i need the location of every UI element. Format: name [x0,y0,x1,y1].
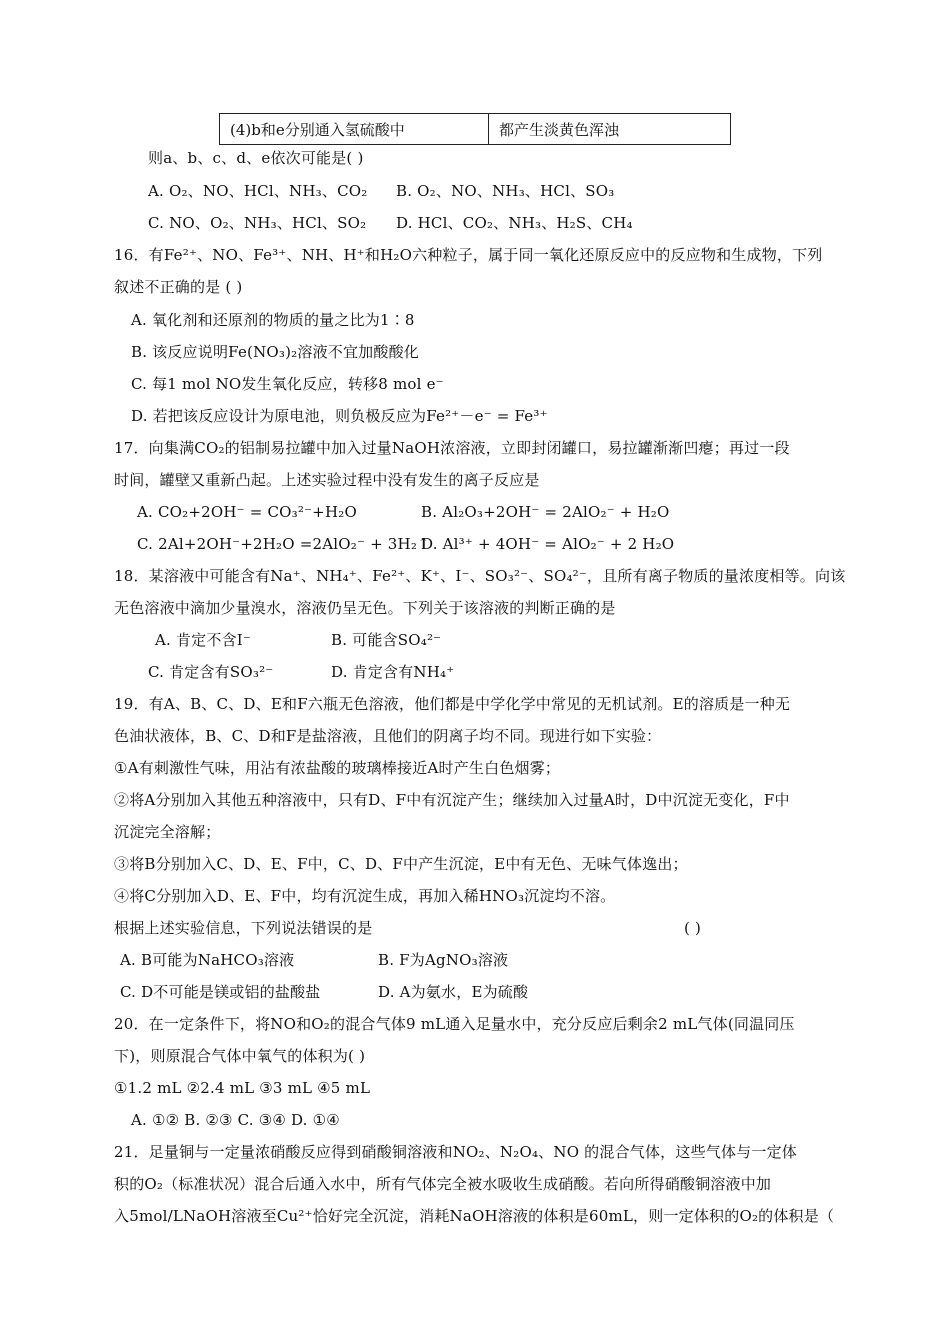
q17-option-a: A. CO₂+2OH⁻ = CO₃²⁻+H₂O [137,503,357,521]
q16-option-d: D. 若把该反应设计为原电池，则负极反应为Fe²⁺－e⁻ = Fe³⁺ [131,407,548,425]
q16-option-a: A. 氧化剂和还原剂的物质的量之比为1∶8 [131,311,415,329]
q17-option-b: B. Al₂O₃+2OH⁻ = 2AlO₂⁻ + H₂O [421,503,670,521]
q15-option-c: C. NO、O₂、NH₃、HCl、SO₂ [148,214,367,232]
q19-step-1: ①A有刺激性气味，用沾有浓盐酸的玻璃棒接近A时产生白色烟雾； [114,759,561,777]
experiment-table [219,113,731,145]
q20-choices: ①1.2 mL ②2.4 mL ③3 mL ④5 mL [114,1079,371,1097]
q21-stem-line1: 21．足量铜与一定量浓硝酸反应得到硝酸铜溶液和NO₂、N₂O₄、NO 的混合气体，这些气体与一定体 [114,1143,797,1161]
q16-stem-line1: 16．有Fe²⁺、NO、Fe³⁺、NH、H⁺和H₂O六种粒子，属于同一氧化还原反应中的反应物和生成物，下列 [114,246,823,264]
q17-stem-line2: 时间，罐壁又重新凸起。上述实验过程中没有发生的离子反应是 [114,471,540,489]
table-row [220,114,731,145]
q17-option-c: C. 2Al+2OH⁻+2H₂O =2AlO₂⁻ + 3H₂↑ [137,535,430,553]
q21-stem-line3: 入5mol/LNaOH溶液至Cu²⁺恰好完全沉淀，消耗NaOH溶液的体积是60mL，则一定体积的O₂的体积是（ [114,1207,835,1225]
q18-stem-line1: 18．某溶液中可能含有Na⁺、NH₄⁺、Fe²⁺、K⁺、I⁻、SO₃²⁻、SO₄²⁻，且所有离子物质的量浓度相等。向该 [114,567,846,585]
q18-option-d: D. 肯定含有NH₄⁺ [331,663,455,681]
q18-option-a: A. 肯定不含I⁻ [155,631,252,649]
q16-stem-line2: 叙述不正确的是 ( ) [114,278,243,296]
q19-step-4: ④将C分别加入D、E、F中，均有沉淀生成，再加入稀HNO₃沉淀均不溶。 [114,887,616,905]
q19-step-3: ③将B分别加入C、D、E、F中，C、D、F中产生沉淀，E中有无色、无味气体逸出； [114,855,688,873]
q18-option-c: C. 肯定含有SO₃²⁻ [148,663,274,681]
q15-option-a: A. O₂、NO、HCl、NH₃、CO₂ [148,182,368,200]
q20-stem-line2: 下)，则原混合气体中氧气的体积为( ) [114,1047,366,1065]
q17-option-d: D. Al³⁺ + 4OH⁻ = AlO₂⁻ + 2 H₂O [421,535,675,553]
q19-stem-line2: 色油状液体，B、C、D和F是盐溶液，且他们的阴离子均不同。现进行如下实验： [114,727,662,745]
q19-answer-paren: ( ) [684,919,702,937]
table-cell-right: 都产生淡黄色浑浊 [489,114,731,145]
q19-step-2-cont: 沉淀完全溶解； [114,823,221,841]
q16-option-b: B. 该反应说明Fe(NO₃)₂溶液不宜加酸酸化 [131,343,419,361]
q20-options: A. ①② B. ②③ C. ③④ D. ①④ [131,1111,340,1129]
q18-stem-line2: 无色溶液中滴加少量溴水，溶液仍呈无色。下列关于该溶液的判断正确的是 [114,599,616,617]
q19-stem-line1: 19．有A、B、C、D、E和F六瓶无色溶液，他们都是中学化学中常见的无机试剂。E的溶质是一种无 [114,695,791,713]
q21-stem-line2: 积的O₂（标准状况）混合后通入水中，所有气体完全被水吸收生成硝酸。若向所得硝酸铜溶液中加 [114,1175,772,1193]
q20-stem-line1: 20．在一定条件下，将NO和O₂的混合气体9 mL通入足量水中，充分反应后剩余2 mL气体(同温同压 [114,1015,795,1033]
q15-option-d: D. HCl、CO₂、NH₃、H₂S、CH₄ [396,214,633,232]
q18-option-b: B. 可能含SO₄²⁻ [331,631,442,649]
q19-step-2: ②将A分别加入其他五种溶液中，只有D、F中有沉淀产生；继续加入过量A时，D中沉淀无变化，F中 [114,791,790,809]
q19-option-c: C. D不可能是镁或铝的盐酸盐 [120,983,321,1001]
q15-stem: 则a、b、c、d、e依次可能是( ) [148,149,364,167]
q19-question: 根据上述实验信息，下列说法错误的是 [114,919,373,937]
q15-option-b: B. O₂、NO、NH₃、HCl、SO₃ [396,182,615,200]
q19-option-d: D. A为氨水，E为硫酸 [378,983,529,1001]
q19-option-b: B. F为AgNO₃溶液 [378,951,509,969]
q17-stem-line1: 17．向集满CO₂的铝制易拉罐中加入过量NaOH浓溶液，立即封闭罐口，易拉罐渐渐凹瘪；再过一段 [114,439,790,457]
q19-option-a: A. B可能为NaHCO₃溶液 [120,951,295,969]
table-cell-left: (4)b和e分别通入氢硫酸中 [220,114,489,145]
q16-option-c: C. 每1 mol NO发生氧化反应，转移8 mol e⁻ [131,375,444,393]
